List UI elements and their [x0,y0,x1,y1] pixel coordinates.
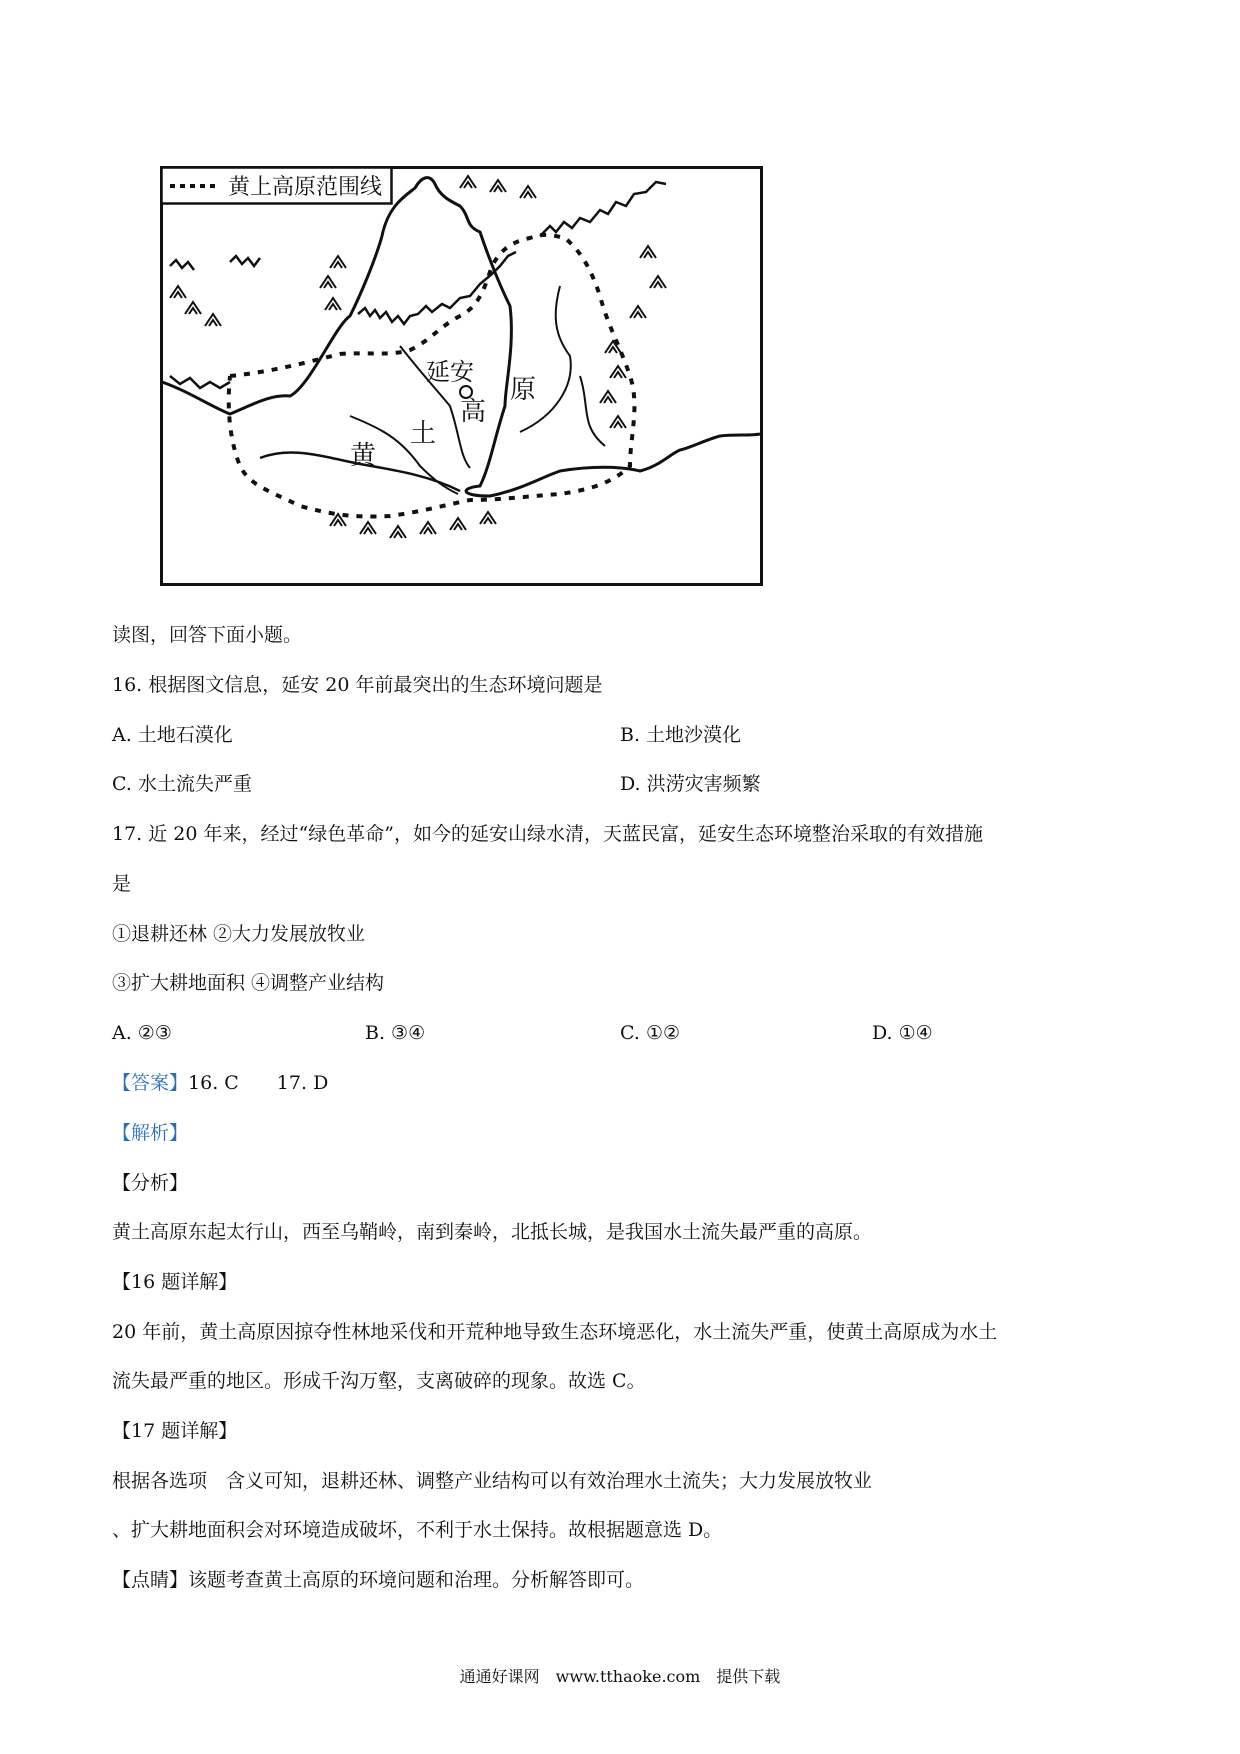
q17-option-b: B. ③④ [365,1022,426,1044]
question-16-stem: 16. 根据图文信息，延安 20 年前最突出的生态环境问题是 [112,674,603,696]
dianjing-line [112,1567,644,1593]
dianjing-tag: 【点睛】 [112,1569,189,1591]
detail-16-line1: 20 年前，黄土高原因掠夺性林地采伐和开荒种地导致生态环境恶化，水土流失严重，使黄土高原成为水土 [112,1321,998,1343]
q16-option-c: C. 水土流失严重 [112,773,252,795]
detail-16-tag: 【16 题详解】 [112,1271,238,1293]
fenxi-tag: 【分析】 [112,1172,189,1194]
detail-17-line1: 根据各选项 含义可知，退耕还林、调整产业结构可以有效治理水土流失；大力发展放牧业 [112,1470,873,1492]
city-label-yanan: 延安 [426,358,474,386]
answer-line [112,1070,328,1096]
detail-17-tag: 【17 题详解】 [112,1420,238,1442]
region-char-1: 黄 [350,441,377,471]
region-char-3: 高 [460,397,487,427]
q17-measures-line2: ③扩大耕地面积 ④调整产业结构 [112,972,385,994]
q17-option-c: C. ①② [620,1022,681,1044]
answer-text: 16. C 17. D [188,1072,329,1094]
detail-17-line2: 、扩大耕地面积会对环境造成破坏，不利于水土保持。故根据题意选 D。 [112,1519,723,1541]
intro-text: 读图，回答下面小题。 [112,624,303,646]
question-17-stem-line1: 17. 近 20 年来，经过“绿色革命”，如今的延安山绿水清，天蓝民富，延安生态环境整治采取的有效措施 [112,823,983,845]
loess-plateau-map [160,166,763,586]
dianjing-text: 该题考查黄土高原的环境问题和治理。分析解答即可。 [188,1569,645,1591]
fenxi-text: 黄土高原东起太行山，西至乌鞘岭，南到秦岭，北抵长城，是我国水土流失最严重的高原。 [112,1221,873,1243]
region-char-4: 原 [510,375,537,405]
analysis-tag: 【解析】 [112,1122,189,1144]
map-legend-label: 黄上高原范围线 [228,175,383,200]
question-17-stem-line2: 是 [112,873,132,895]
q17-measures-line1: ①退耕还林 ②大力发展放牧业 [112,923,366,945]
q16-option-d: D. 洪涝灾害频繁 [620,773,761,795]
q17-option-a: A. ②③ [112,1022,172,1044]
detail-16-line2: 流失最严重的地区。形成千沟万壑，支离破碎的现象。故选 C。 [112,1370,646,1392]
q16-option-a: A. 土地石漠化 [112,724,233,746]
q16-option-b: B. 土地沙漠化 [620,724,742,746]
page-footer: 通通好课网 www.tthaoke.com 提供下载 [459,1667,781,1686]
region-char-2: 土 [410,419,437,449]
q17-option-d: D. ①④ [872,1022,933,1044]
answer-tag: 【答案】 [112,1072,189,1094]
